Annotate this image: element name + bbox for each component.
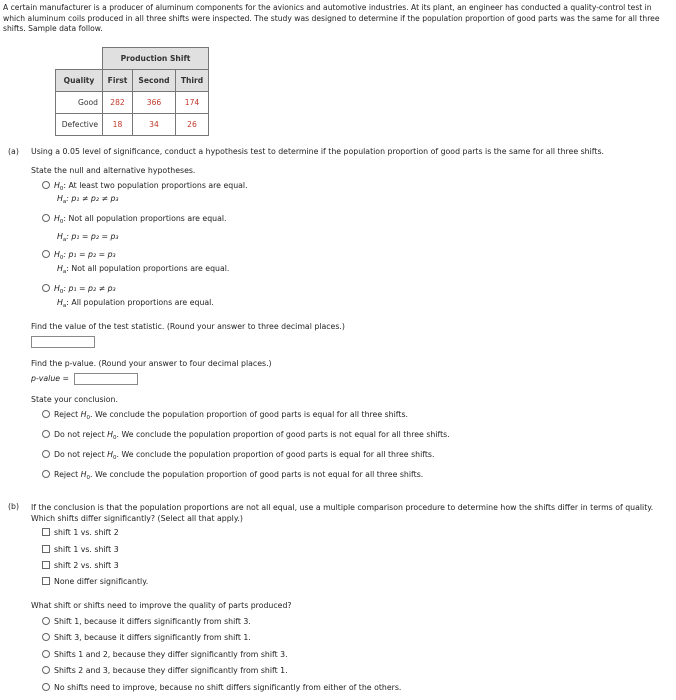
radio-button[interactable] — [42, 633, 50, 641]
table-row — [56, 92, 209, 114]
table-row — [56, 114, 209, 136]
table-group-header: Production Shift — [103, 48, 209, 70]
improve-option-1[interactable]: Shift 1, because it differs significantly from shift 3. — [42, 617, 251, 627]
hypothesis-option-3[interactable]: $H_0$: p₁ = p₂ = p₃ — [42, 250, 116, 262]
table-col-third: Third — [176, 70, 209, 92]
pvalue-label: p-value = — [31, 374, 70, 383]
improve-option-4[interactable]: Shifts 2 and 3, because they differ significantly from shift 1. — [42, 666, 288, 676]
conclusion-option-1[interactable]: Reject $H_0$. We conclude the population proportion of good parts is equal for all three shifts. — [42, 410, 408, 422]
radio-button[interactable] — [42, 284, 50, 292]
cell-value: 282 — [103, 92, 133, 114]
cell-value: 366 — [133, 92, 176, 114]
conclusion-option-2[interactable]: Do not reject $H_0$. We conclude the population proportion of good parts is not equal for all three shifts. — [42, 430, 450, 442]
table-corner — [56, 48, 103, 70]
radio-button[interactable] — [42, 683, 50, 691]
test-statistic-input[interactable] — [31, 336, 95, 348]
radio-button[interactable] — [42, 450, 50, 458]
radio-button[interactable] — [42, 666, 50, 674]
radio-button[interactable] — [42, 410, 50, 418]
problem-intro: A certain manufacturer is a producer of aluminum components for the avionics and automotive industries. At its plant, an engineer has conducted a quality-control test in which aluminum coils produced in all three shifts were inspected. The study was designed to determine if the population proportion of good parts was the same for all three shifts. Sample data follow. — [3, 3, 660, 33]
radio-button[interactable] — [42, 650, 50, 658]
improve-option-5[interactable]: No shifts need to improve, because no shift differs significantly from either of the others. — [42, 683, 401, 693]
cell-value: 18 — [103, 114, 133, 136]
hypothesis-option-2[interactable]: $H_0$: Not all population proportions are equal. — [42, 214, 227, 226]
check-option-1[interactable]: shift 1 vs. shift 2 — [42, 528, 119, 538]
table-col-second: Second — [133, 70, 176, 92]
hypothesis-option-3-ha: $H_a$: Not all population proportions are equal. — [57, 264, 230, 275]
part-a-label: (a) — [8, 147, 19, 156]
table-col-quality: Quality — [56, 70, 103, 92]
conclusion-prompt: State your conclusion. — [31, 395, 118, 404]
row-label: Good — [56, 92, 103, 114]
sample-data-table — [55, 47, 209, 136]
cell-value: 34 — [133, 114, 176, 136]
cell-value: 174 — [176, 92, 209, 114]
pvalue-prompt: Find the p-value. (Round your answer to four decimal places.) — [31, 359, 272, 368]
part-a-question: Using a 0.05 level of significance, conduct a hypothesis test to determine if the population proportion of good parts is the same for all three shifts. — [31, 147, 604, 156]
hypothesis-option-2-ha: $H_a$: p₁ = p₂ = p₃ — [57, 232, 119, 243]
hypothesis-option-4-ha: $H_a$: All population proportions are equal. — [57, 298, 214, 309]
cell-value: 26 — [176, 114, 209, 136]
check-option-3[interactable]: shift 2 vs. shift 3 — [42, 561, 119, 571]
check-option-2[interactable]: shift 1 vs. shift 3 — [42, 545, 119, 555]
improve-option-3[interactable]: Shifts 1 and 2, because they differ significantly from shift 3. — [42, 650, 288, 660]
improve-option-2[interactable]: Shift 3, because it differs significantly from shift 1. — [42, 633, 251, 643]
part-b-label: (b) — [8, 502, 20, 511]
radio-button[interactable] — [42, 214, 50, 222]
radio-button[interactable] — [42, 470, 50, 478]
radio-button[interactable] — [42, 250, 50, 258]
table-col-first: First — [103, 70, 133, 92]
hypothesis-option-4[interactable]: $H_0$: p₁ = p₂ ≠ p₃ — [42, 284, 116, 296]
row-label: Defective — [56, 114, 103, 136]
radio-button[interactable] — [42, 617, 50, 625]
hypothesis-option-1-ha: $H_a$: p₁ ≠ p₂ ≠ p₃ — [57, 194, 119, 205]
improve-prompt: What shift or shifts need to improve the quality of parts produced? — [31, 601, 292, 610]
conclusion-option-3[interactable]: Do not reject $H_0$. We conclude the population proportion of good parts is equal for all three shifts. — [42, 450, 434, 462]
test-statistic-prompt: Find the value of the test statistic. (Round your answer to three decimal places.) — [31, 322, 345, 331]
checkbox[interactable] — [42, 577, 50, 585]
radio-button[interactable] — [42, 181, 50, 189]
checkbox[interactable] — [42, 545, 50, 553]
hypotheses-prompt: State the null and alternative hypotheses. — [31, 166, 196, 175]
pvalue-input[interactable] — [74, 373, 138, 385]
checkbox[interactable] — [42, 528, 50, 536]
check-option-4[interactable]: None differ significantly. — [42, 577, 148, 587]
part-b-question: If the conclusion is that the population proportions are not all equal, use a multiple comparison procedure to determine how the shifts differ in terms of quality. Which shifts differ significantly? (Select all that apply.) — [31, 503, 654, 523]
hypothesis-option-1[interactable]: $H_0$: At least two population proportions are equal. — [42, 181, 248, 193]
checkbox[interactable] — [42, 561, 50, 569]
radio-button[interactable] — [42, 430, 50, 438]
conclusion-option-4[interactable]: Reject $H_0$. We conclude the population proportion of good parts is not equal for all three shifts. — [42, 470, 423, 482]
